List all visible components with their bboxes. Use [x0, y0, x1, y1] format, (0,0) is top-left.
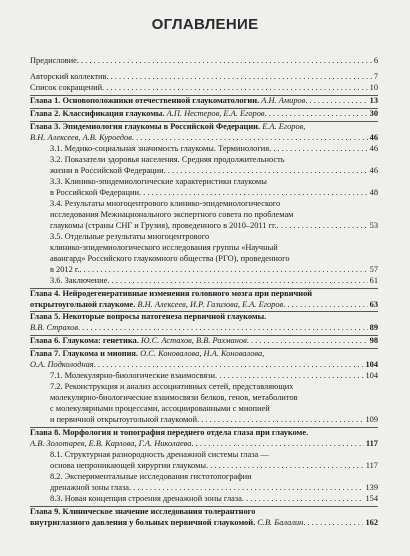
- page-number: 46: [369, 133, 378, 143]
- toc-entry-authors[interactable]: Авторский коллектив . . . 7: [30, 72, 378, 83]
- toc-entry-3-4[interactable]: 3.4. Результаты многоцентрового клинико-эпидемиологического исследования Межнационального экспертного совета по проблемам глаукомы (страны СНГ и Грузия), проведенного в 2010–2011 гг. . . . 53: [30, 199, 378, 232]
- page-number: 104: [365, 371, 378, 381]
- toc-entry-chapter-8[interactable]: Глава 8. Морфология и топография переднего отдела глаза при глаукоме. А.В. Золотарев, Е.В. Карлова, Г.А. Николаева . . . 117: [30, 428, 378, 450]
- chapter-author: В.В. Страхов: [30, 323, 78, 333]
- page-number: 63: [369, 299, 378, 309]
- toc-entry-8-2[interactable]: 8.2. Экспериментальные исследования гистотопографии дренажной зоны глаза . . . 139: [30, 472, 378, 494]
- chapter-author: О.С. Коновалова, Н.А. Коновалова,: [140, 349, 265, 359]
- page-number: 104: [365, 360, 378, 370]
- page-number: 10: [369, 83, 378, 93]
- toc-entry-chapter-5[interactable]: Глава 5. Некоторые вопросы патогенеза первичной глаукомы. В.В. Страхов . . . 89: [30, 312, 378, 334]
- page-number: 154: [365, 493, 378, 503]
- chapter-author: Е.А. Егоров,: [262, 122, 306, 132]
- toc-entry-chapter-6[interactable]: Глава 6. Глаукома: генетика. Ю.С. Астахов, В.В. Рахманов . . . 98: [30, 336, 378, 347]
- page-number: 89: [369, 323, 378, 333]
- toc-entry-chapter-2[interactable]: Глава 2. Классификация глаукомы. А.П. Нестеров, Е.А. Егоров . . . 30: [30, 109, 378, 120]
- toc-entry-8-3[interactable]: 8.3. Новая концепция строения дренажной зоны глаза . . . 154: [30, 494, 378, 505]
- chapter-author: С.В. Балалин: [257, 517, 304, 527]
- page-number: 98: [369, 336, 378, 346]
- page-number: 6: [373, 56, 378, 65]
- toc-entry-3-5[interactable]: 3.5. Отдельные результаты многоцентрового клинико-эпидемиологического исследования группы «Научный авангард» Российского глаукомного общества (РГО), проведенного в 2012 г. . . . 57: [30, 232, 378, 276]
- page-number: 117: [365, 438, 378, 448]
- chapter-author: О.А. Подкол​одная: [30, 360, 94, 370]
- page-number: 7: [373, 72, 378, 82]
- toc-entry-3-6[interactable]: 3.6. Заключение . . . 61: [30, 276, 378, 287]
- toc-entry-3-3[interactable]: 3.3. Клинико-эпидемиологические характеристики глаукомы в Российской Федерации . . . 48: [30, 177, 378, 199]
- toc-entry-chapter-9[interactable]: Глава 9. Клиническое значение исследования толерантного внутриглазного давления у больных первичной глаукомой. С.В. Балалин . . . 162: [30, 507, 378, 529]
- page-number: 13: [369, 96, 378, 106]
- chapter-author: В.Н. Алексеев, И.Р. Газизова, Е.А. Егоров: [137, 299, 284, 309]
- toc-entry-chapter-3[interactable]: Глава 3. Эпидемиология глаукомы в Российской Федерации. Е.А. Егоров, В.Н. Алексеев, А.В. Куроедов . . . 46: [30, 122, 378, 144]
- page-number: 139: [365, 482, 378, 492]
- table-of-contents: [30, 56, 378, 529]
- page-number: 162: [365, 517, 378, 527]
- page-number: 53: [369, 220, 378, 230]
- chapter-author: А.Н. Амиров: [261, 96, 306, 106]
- page-number: 46: [369, 166, 378, 176]
- page-number: 30: [369, 109, 378, 119]
- toc-entry-3-2[interactable]: 3.2. Показатели здоровья населения. Средняя продолжительность жизни в Российской Федерации . . . 46: [30, 155, 378, 177]
- chapter-author: А.В. Золотарев, Е.В. Карлова, Г.А. Николаева: [30, 438, 192, 448]
- toc-entry-chapter-4[interactable]: Глава 4. Нейродегенеративные изменения головного мозга при первичной открытоугольной глаукоме. В.Н. Алексеев, И.Р. Газизова, Е.А. Егоров . . . 63: [30, 289, 378, 311]
- page-number: 48: [369, 187, 378, 197]
- page-title: ОГЛАВЛЕНИЕ: [151, 16, 259, 33]
- toc-entry-8-1[interactable]: 8.1. Структурная разнородность дренажной системы глаза — основа непроникающей хирургии глаукомы . . . 117: [30, 450, 378, 472]
- chapter-author: А.П. Нестеров, Е.А. Егоров: [166, 109, 265, 119]
- page-number: 46: [369, 144, 378, 154]
- chapter-author: В.Н. Алексеев, А.В. Куроедов: [30, 133, 132, 143]
- page-number: 117: [365, 460, 378, 470]
- toc-entry-7-1[interactable]: 7.1. Молекулярно-биологические взаимосвязи . . . 104: [30, 371, 378, 382]
- toc-entry-3-1[interactable]: 3.1. Медико-социальная значимость глаукомы. Терминология . . . 46: [30, 144, 378, 155]
- page-number: 57: [369, 264, 378, 274]
- page-number: 109: [365, 415, 378, 425]
- page-number: 61: [369, 275, 378, 285]
- toc-entry-chapter-7[interactable]: Глава 7. Глаукома и миопия. О.С. Коновалова, Н.А. Коновалова, О.А. Подкол​одная . . . 104: [30, 349, 378, 371]
- toc-entry-preface[interactable]: Предисловие . . . 6: [30, 56, 378, 67]
- toc-entry-7-2[interactable]: 7.2. Реконструкция и анализ ассоциативных сетей, представляющих молекулярно-биологические взаимосвязи белков, генов, метаболитов с молекулярными процессами, ассоциированными с миопией и первичной открытоугольной глаукомой . . . 109: [30, 382, 378, 426]
- chapter-author: Ю.С. Астахов, В.В. Рахманов: [140, 336, 247, 346]
- toc-entry-chapter-1[interactable]: Глава 1. Основоположники отечественной глаукоматологии. А.Н. Амиров . . . 13: [30, 96, 378, 107]
- toc-entry-abbreviations[interactable]: Список сокращений . . . 10: [30, 83, 378, 94]
